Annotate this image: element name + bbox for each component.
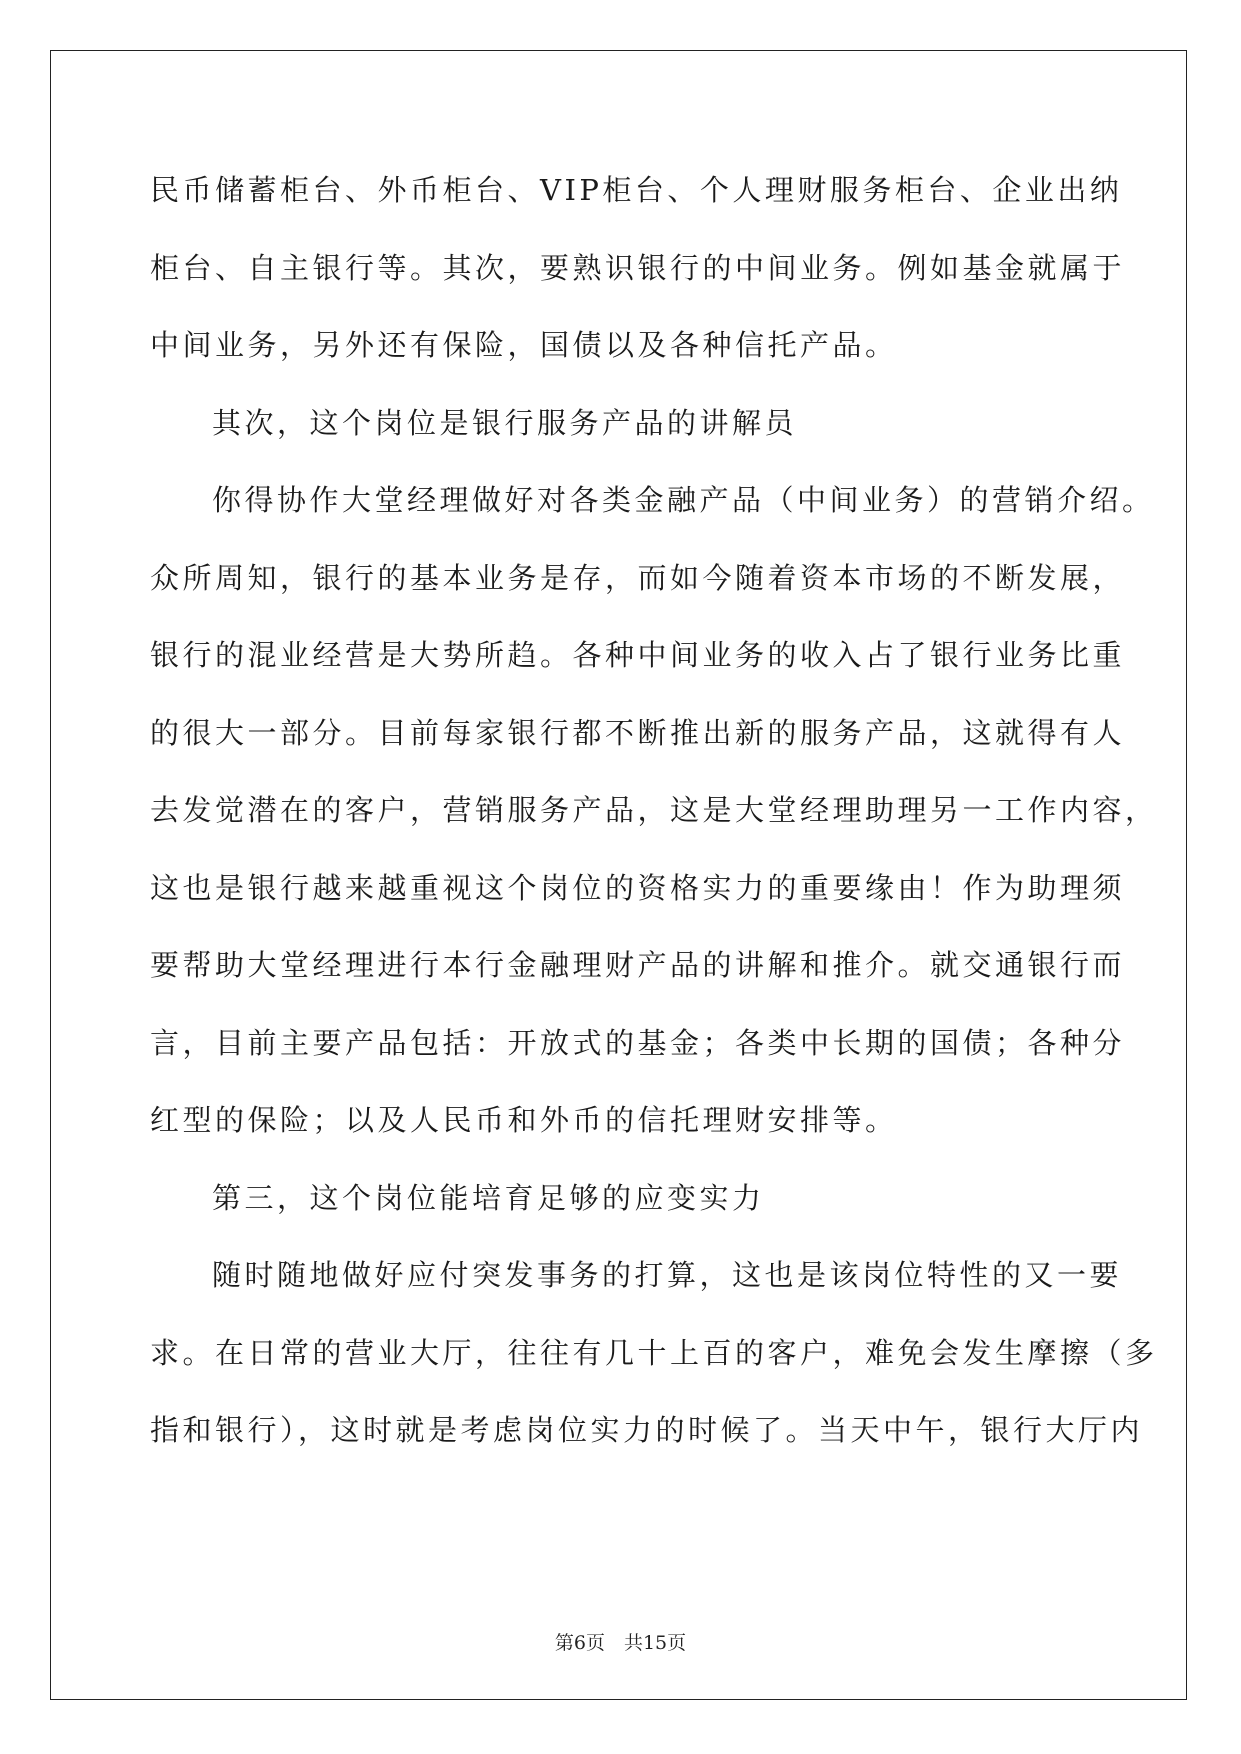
document-body [150, 152, 1158, 1470]
text-line-3: 中间业务，另外还有保险，国债以及各种信托产品。 [150, 328, 898, 362]
text-line-10: 这也是银行越来越重视这个岗位的资格实力的重要缘由！作为助理须 [150, 870, 1126, 905]
section-heading-2: 其次，这个岗位是银行服务产品的讲解员 [212, 405, 798, 440]
text-line-17: 指和银行），这时就是考虑岗位实力的时候了。当天中午，银行大厅内 [150, 1413, 1144, 1447]
text-line-16: 求。在日常的营业大厅，往往有几十上百的客户，难免会发生摩擦（多 [150, 1335, 1158, 1370]
section-heading-3: 第三，这个岗位能培育足够的应变实力 [212, 1180, 765, 1215]
text-line-7: 银行的混业经营是大势所趋。各种中间业务的收入占了银行业务比重 [150, 638, 1126, 672]
text-line-13: 红型的保险；以及人民币和外币的信托理财安排等。 [150, 1103, 898, 1137]
text-line-2: 柜台、自主银行等。其次，要熟识银行的中间业务。例如基金就属于 [150, 250, 1126, 285]
text-line-5: 你得协作大堂经理做好对各类金融产品（中间业务）的营销介绍。 [212, 483, 1155, 517]
text-line-12: 言，目前主要产品包括：开放式的基金；各类中长期的国债；各种分 [150, 1025, 1126, 1060]
text-line-1: 民币储蓄柜台、外币柜台、VIP柜台、个人理财服务柜台、企业出纳 [150, 173, 1123, 207]
text-line-8: 的很大一部分。目前每家银行都不断推出新的服务产品，这就得有人 [150, 715, 1126, 750]
text-line-6: 众所周知，银行的基本业务是存，而如今随着资本市场的不断发展， [150, 560, 1126, 595]
text-line-15: 随时随地做好应付突发事务的打算，这也是该岗位特性的又一要 [212, 1258, 1123, 1292]
page-number-footer: 第6页 共15页 [554, 1632, 687, 1654]
text-line-9: 去发觉潜在的客户，营销服务产品，这是大堂经理助理另一工作内容， [150, 793, 1158, 827]
text-line-11: 要帮助大堂经理进行本行金融理财产品的讲解和推介。就交通银行而 [150, 948, 1126, 982]
